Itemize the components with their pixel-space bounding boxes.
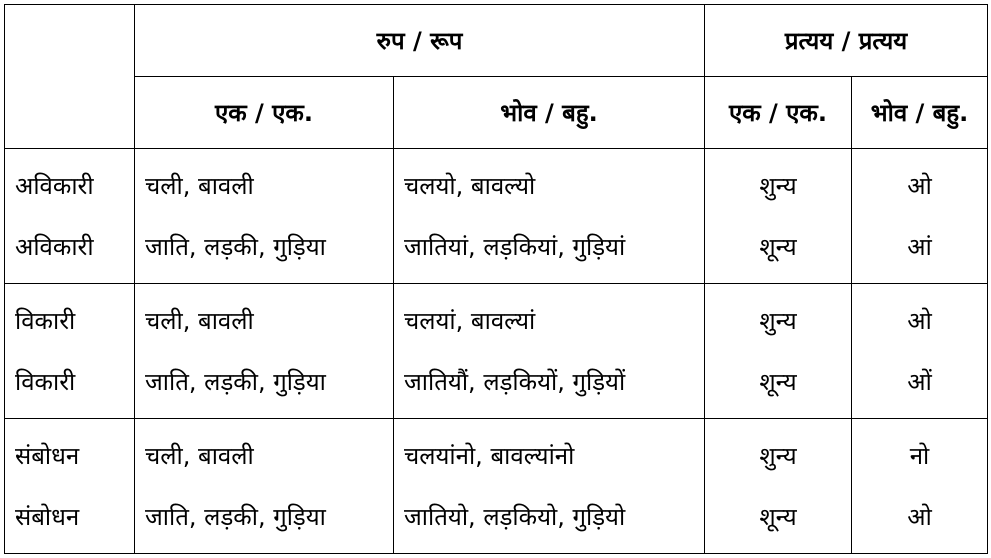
plural-suffix: नो	[909, 442, 930, 470]
header-row-1	[5, 5, 988, 77]
singular-suffix-cell	[705, 149, 852, 284]
plural-form-cell	[394, 284, 705, 419]
plural-suffix: ओ	[907, 307, 932, 335]
singular-form: जाति, लड़की, गुड़िया	[145, 503, 326, 531]
case-label: अविकारी	[15, 172, 94, 200]
singular-suffix: शुन्य	[759, 442, 797, 470]
case-label: विकारी	[15, 368, 76, 396]
header-pratyay-ek: एक / एक.	[705, 77, 852, 149]
case-label: विकारी	[15, 307, 76, 335]
plural-suffix-cell	[852, 149, 988, 284]
grammar-table	[4, 4, 988, 554]
plural-form-cell	[394, 419, 705, 554]
singular-form: चली, बावली	[145, 442, 254, 470]
case-label-cell	[5, 419, 135, 554]
plural-form: चलयांनो, बावल्यांनो	[404, 442, 575, 470]
case-label: अविकारी	[15, 233, 94, 261]
plural-suffix: ओ	[907, 172, 932, 200]
singular-suffix: शून्य	[759, 503, 797, 531]
singular-suffix: शून्य	[759, 233, 797, 261]
header-row-2	[5, 77, 988, 149]
singular-suffix: शुन्य	[759, 172, 797, 200]
singular-form: जाति, लड़की, गुड़िया	[145, 233, 326, 261]
plural-suffix: ओं	[907, 368, 932, 396]
plural-suffix-cell	[852, 419, 988, 554]
header-pratyay: प्रत्यय / प्रत्यय	[705, 5, 988, 77]
plural-form: जातियां, लड़कियां, गुड़ियां	[404, 233, 626, 261]
plural-form-cell	[394, 149, 705, 284]
singular-form: चली, बावली	[145, 172, 254, 200]
singular-form: चली, बावली	[145, 307, 254, 335]
case-label: संबोधन	[15, 442, 80, 470]
singular-form-cell	[135, 149, 394, 284]
plural-form: जातियो, लड़कियो, गुड़ियो	[404, 503, 626, 531]
case-label-cell	[5, 284, 135, 419]
singular-form: जाति, लड़की, गुड़िया	[145, 368, 326, 396]
table-row-group	[5, 419, 988, 554]
header-rup: रुप / रूप	[135, 5, 705, 77]
header-pratyay-bahu: भोव / बहु.	[852, 77, 988, 149]
singular-suffix: शुन्य	[759, 307, 797, 335]
plural-form: जातियौं, लड़कियों, गुड़ियों	[404, 368, 626, 396]
plural-suffix: ओ	[907, 503, 932, 531]
header-rup-bahu: भोव / बहु.	[394, 77, 705, 149]
singular-suffix-cell	[705, 419, 852, 554]
singular-suffix: शून्य	[759, 368, 797, 396]
table-row-group	[5, 284, 988, 419]
singular-form-cell	[135, 284, 394, 419]
singular-suffix-cell	[705, 284, 852, 419]
plural-suffix-cell	[852, 284, 988, 419]
singular-form-cell	[135, 419, 394, 554]
case-label-cell	[5, 149, 135, 284]
plural-suffix: आं	[907, 233, 932, 261]
header-rup-ek: एक / एक.	[135, 77, 394, 149]
plural-form: चलयो, बावल्यो	[404, 172, 536, 200]
plural-form: चलयां, बावल्यां	[404, 307, 536, 335]
header-empty-cell	[5, 5, 135, 149]
table-row-group	[5, 149, 988, 284]
case-label: संबोधन	[15, 503, 80, 531]
